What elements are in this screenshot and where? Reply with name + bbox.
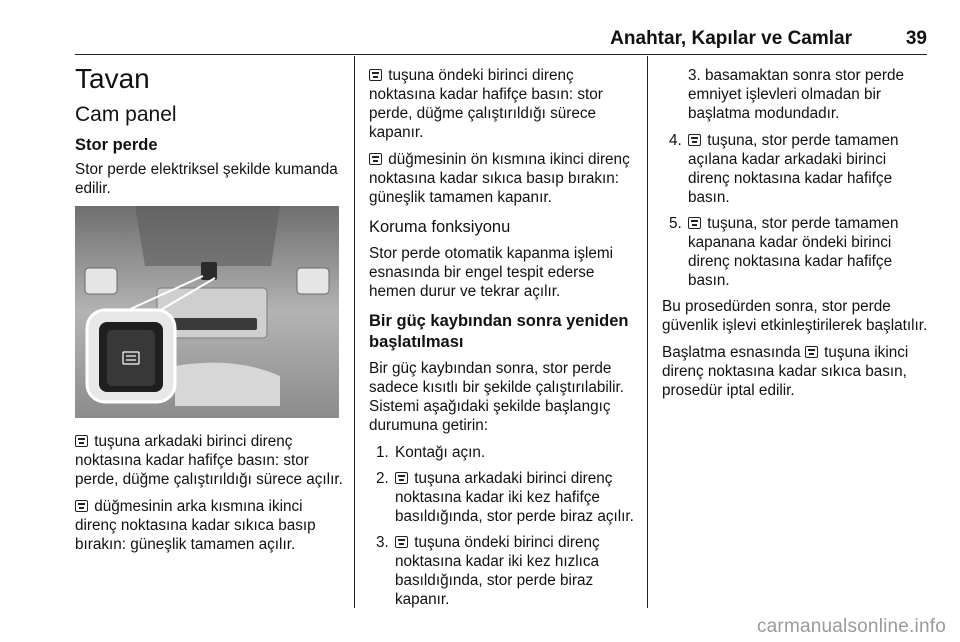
list-item: 4. tuşuna, stor perde tamamen açılana kadar arkadaki birinci direnç noktasına kadar hafifçe basın. [669,132,899,206]
protection-text: Stor perde otomatik kapanma işlemi esnasında bir engel tespit ederse hemen durur ve tekrar açılır. [369,245,614,300]
paragraph-close-full: düğmesinin ön kısmına ikinci direnç noktasına kadar sıkıca basıp bırakın: güneşlik tamamen kapanır. [369,151,630,206]
restart-heading: Bir güç kaybından sonra yeniden başlatılması [369,312,629,351]
paragraph-open-slow: tuşuna arkadaki birinci direnç noktasına kadar hafifçe basın: stor perde, düğme çalıştırıldığı sürece açılır. [75,433,343,488]
cancel-procedure-text: Başlatma esnasında tuşuna ikinci direnç noktasına kadar sıkıca basın, prosedür iptal edilir. [662,344,909,399]
sunblind-icon [688,217,701,229]
restart-steps-continued [662,131,932,290]
page-number: 39 [905,28,927,49]
sunblind-icon [75,435,88,447]
subsection-title: Cam panel [75,103,177,126]
sunblind-icon [369,69,382,81]
intro-text: Stor perde elektriksel şekilde kumanda edilir. [75,161,338,197]
sunblind-icon [75,500,88,512]
restart-steps [369,443,637,609]
topic-title: Stor perde [75,136,158,154]
column-3 [662,66,932,408]
paragraph-close-slow: tuşuna öndeki birinci direnç noktasına kadar hafifçe basın: stor perde, düğme çalıştırıldığı sürece kapanır. [369,67,603,141]
list-item: 1. Kontağı açın. [376,444,486,461]
section-title: Tavan [75,63,150,94]
sunblind-icon [688,134,701,146]
restart-text: Bir güç kaybından sonra, stor perde sadece kısıtlı bir şekilde çalıştırılabilir. Sistemi aşağıdaki şekilde başlangıç durumuna getirin: [369,360,625,434]
column-2 [369,66,637,616]
protection-heading: Koruma fonksiyonu [369,218,511,236]
list-item: 2. tuşuna arkadaki birinci direnç noktasına kadar iki kez hafifçe basıldığında, stor perde biraz açılır. [376,470,634,525]
watermark: carmanualsonline.info [756,616,946,637]
header-rule [75,54,927,55]
page-header [75,28,927,56]
sunroof-switch-illustration [75,206,339,418]
sunblind-icon [395,472,408,484]
list-item: 3. tuşuna öndeki birinci direnç noktasına kadar iki kez hızlıca basıldığında, stor perde biraz kapanır. [376,534,600,608]
sunroof-switch-photo [75,206,339,418]
sunblind-icon [395,536,408,548]
list-item: 5. tuşuna, stor perde tamamen kapanana kadar öndeki birinci direnç noktasına kadar hafifçe basın. [669,215,899,289]
column-divider-2 [647,56,648,608]
after-procedure-text: Bu prosedürden sonra, stor perde güvenlik işlevi etkinleştirilerek başlatılır. [662,298,928,334]
column-divider-1 [354,56,355,608]
header-title: Anahtar, Kapılar ve Camlar [610,28,852,49]
column-1 [75,62,343,562]
sunblind-icon [805,346,818,358]
paragraph-open-full: düğmesinin arka kısmına ikinci direnç noktasına kadar sıkıca basıp bırakın: güneşlik tamamen açılır. [75,498,316,553]
sunblind-icon [369,153,382,165]
step-continuation: 3. basamaktan sonra stor perde emniyet işlevleri olmadan bir başlatma modundadır. [688,67,904,122]
